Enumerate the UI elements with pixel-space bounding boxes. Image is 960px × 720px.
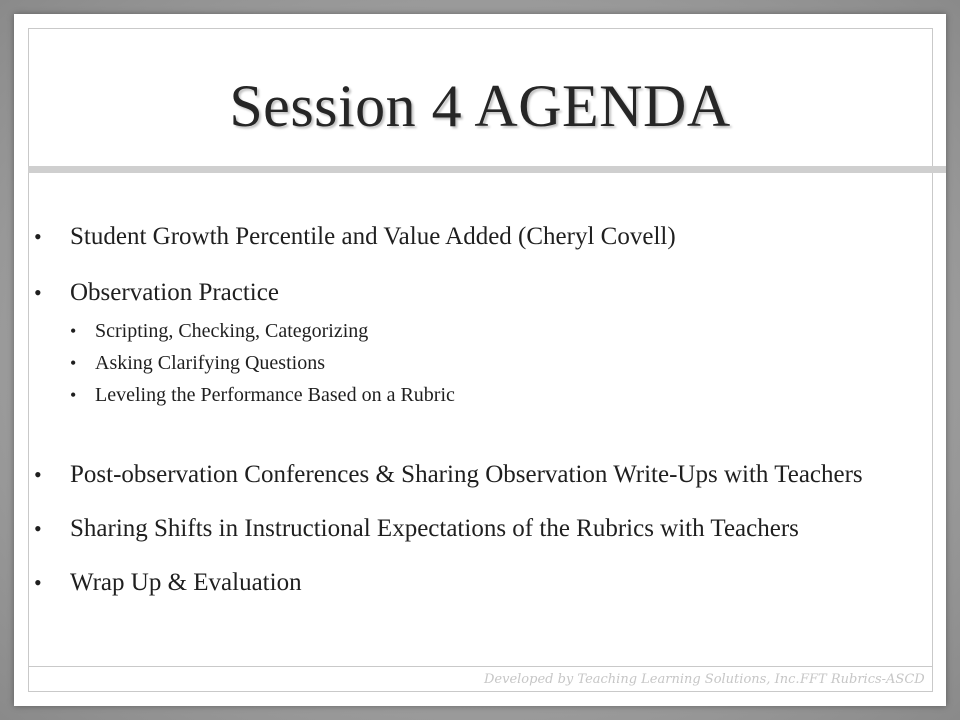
agenda-subitem-text: Asking Clarifying Questions (95, 352, 325, 374)
agenda-item (34, 570, 914, 596)
slide (14, 14, 946, 706)
agenda-item-text: Observation Practice (70, 279, 279, 306)
agenda-item (34, 516, 914, 542)
footer-source: FFT Rubrics-ASCD (800, 672, 925, 687)
agenda-item (34, 224, 914, 250)
agenda-sublist (70, 320, 914, 406)
footer-credit: Developed by Teaching Learning Solutions, Inc. (484, 672, 800, 687)
footer-divider (28, 666, 933, 667)
frame-line-top (28, 28, 933, 29)
agenda-item-text: Sharing Shifts in Instructional Expectations of the Rubrics with Teachers (70, 515, 799, 542)
agenda-subitem-text: Leveling the Performance Based on a Rubric (95, 384, 455, 406)
title-divider (28, 166, 946, 173)
agenda-subitem (70, 352, 914, 374)
agenda-subitem (70, 384, 914, 406)
frame-line-bottom (28, 691, 933, 692)
agenda-subitem (70, 320, 914, 342)
agenda-subitem-text: Scripting, Checking, Categorizing (95, 320, 369, 342)
agenda-item (34, 280, 914, 406)
agenda-item (34, 462, 914, 488)
agenda-list (34, 224, 914, 596)
slide-title: Session 4 AGENDA (229, 73, 731, 139)
agenda-item-text: Wrap Up & Evaluation (70, 569, 302, 596)
agenda-item-text: Post-observation Conferences & Sharing Observation Write-Ups with Teachers (70, 461, 863, 488)
agenda-item-text: Student Growth Percentile and Value Added (Cheryl Covell) (70, 223, 676, 250)
